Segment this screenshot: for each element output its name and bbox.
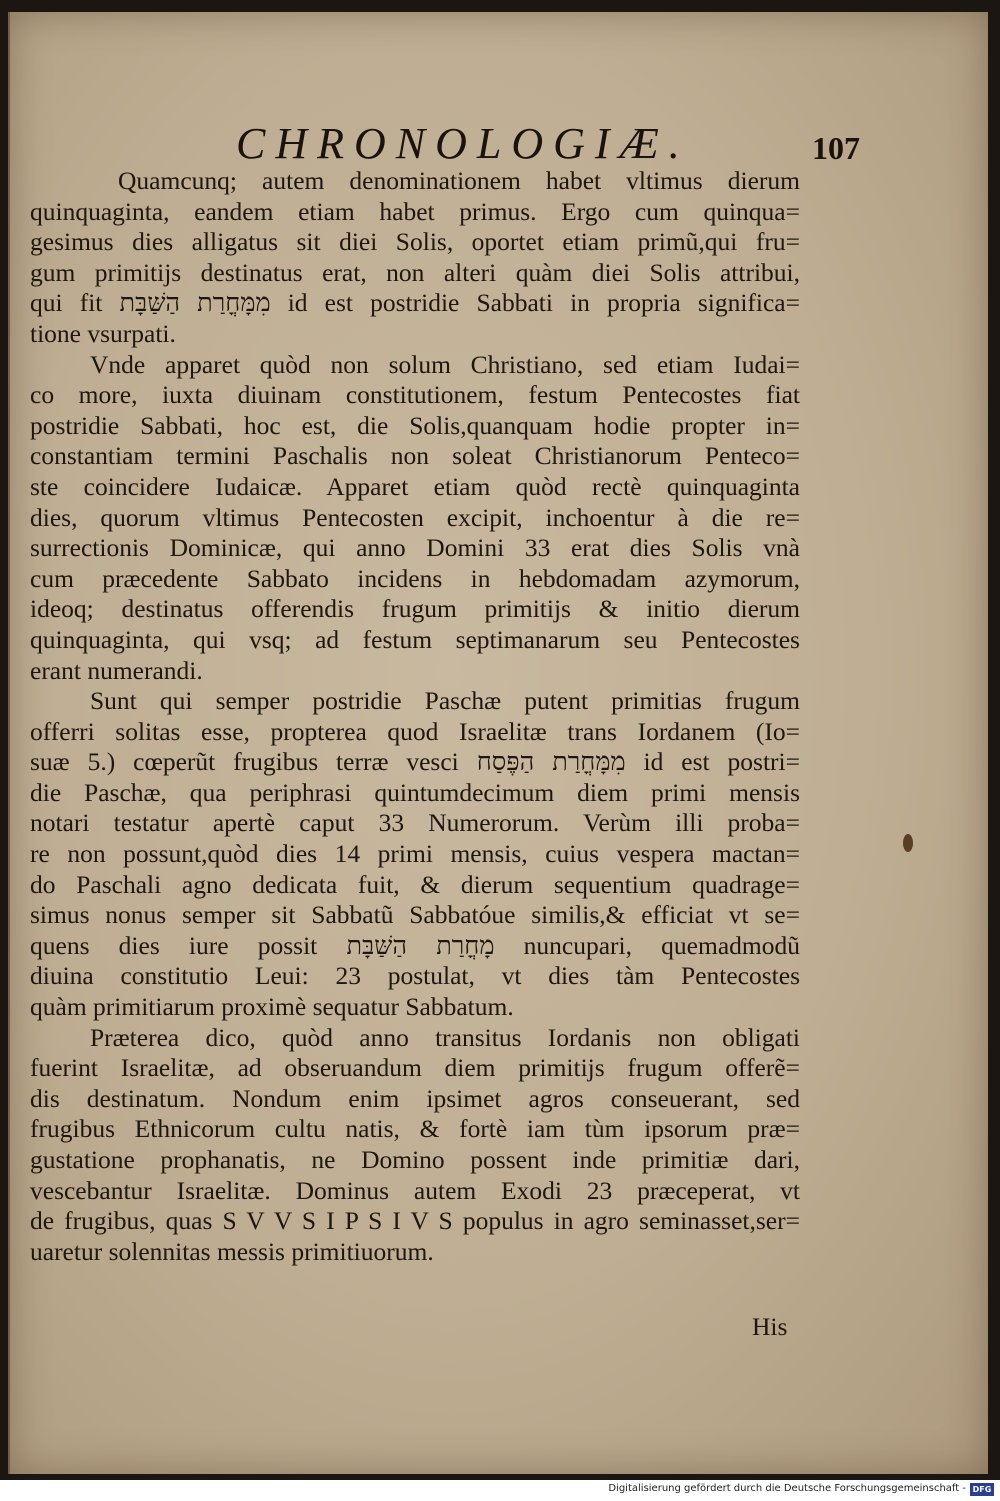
text-line: simus nonus semper sit Sabbatũ Sabbatóue similis,& efficiat vt se=	[30, 900, 800, 930]
catchword: His	[752, 1312, 788, 1341]
text-line: fuerint Israelitæ, ad obseruandum diem primitijs frugum offerẽ=	[30, 1053, 800, 1083]
text-line: Præterea dico, quòd anno transitus Iordanis non obligati	[90, 1022, 800, 1052]
footer-bar	[0, 1480, 1000, 1501]
text-line: Quamcunq; autem denominationem habet vltimus dierum	[118, 166, 800, 195]
paragraph-4	[30, 1023, 800, 1268]
text-line: gustatione prophanatis, ne Domino possent inde primitiæ dari,	[30, 1145, 800, 1174]
text-line: re non possunt,quòd dies 14 primi mensis, cuius vespera mactan=	[30, 839, 800, 869]
text-line: vescebantur Israelitæ. Dominus autem Exodi 23 præceperat, vt	[30, 1175, 800, 1205]
text-line: notari testatur apertè caput 33 Numerorum. Verùm illi proba=	[30, 808, 800, 838]
text-line: tione vsurpati.	[30, 318, 176, 348]
text-line: frugibus Ethnicorum cultu natis, & fortè iam tùm ipsorum præ=	[30, 1114, 800, 1144]
page-number: 107	[812, 130, 860, 166]
text-line: die Paschæ, qua periphrasi quintumdecimum diem primi mensis	[30, 777, 800, 807]
text-line: suæ 5.) cœperũt frugibus terræ vesci מִמָּחֳרַת הַפֶּסַח id est postri=	[30, 747, 800, 777]
text-line: qui fit מִמָּחֳרַת הַשַּׁבָּת id est postridie Sabbati in propria significa=	[30, 288, 801, 318]
paragraph-3	[30, 686, 800, 1023]
paragraph-2	[30, 350, 800, 687]
text-line: quens dies iure possit מָחֳרַת הַשַּׁבָּת nuncupari, quemadmodũ	[30, 930, 800, 960]
text-line: postridie Sabbati, hoc est, die Solis,quanquam hodie propter in=	[30, 410, 800, 440]
text-line: offerri solitas esse, propterea quod Israelitæ trans Iordanem (Io=	[30, 716, 800, 746]
text-line: dis destinatum. Nondum enim ipsimet agros conseuerant, sed	[30, 1083, 800, 1113]
text-line: cum præcedente Sabbato incidens in hebdomadam azymorum,	[30, 563, 800, 593]
text-line: quinquaginta, eandem etiam habet primus. Ergo cum quinqua=	[30, 196, 800, 226]
running-head: CHRONOLOGIÆ.	[236, 119, 690, 168]
text-line: gesimus dies alligatus sit diei Solis, oportet etiam primũ,qui fru=	[30, 227, 800, 257]
text-line: gum primitijs destinatus erat, non alteri quàm diei Solis attribui,	[30, 257, 800, 287]
body-text	[30, 166, 800, 1267]
text-line: constantiam termini Paschalis non soleat Christianorum Penteco=	[30, 441, 800, 471]
digitization-note: Digitalisierung gefördert durch die Deutsche Forschungsgemeinschaft -	[608, 1483, 966, 1494]
text-line: do Paschali agno dedicata fuit, & dierum sequentium quadrage=	[30, 869, 800, 899]
text-line: diuina constitutio Leui: 23 postulat, vt dies tàm Pentecostes	[30, 961, 800, 991]
text-line: dies, quorum vltimus Pentecosten excipit, inchoentur à die re=	[30, 502, 800, 532]
text-line: quàm primitiarum proximè sequatur Sabbatum.	[30, 992, 514, 1022]
text-line: surrectionis Dominicæ, qui anno Domini 33 erat dies Solis vnà	[30, 533, 800, 563]
text-line: uaretur solennitas messis primitiuorum.	[30, 1236, 434, 1266]
text-line: Sunt qui semper postridie Paschæ putent primitias frugum	[90, 686, 800, 716]
paragraph-1	[30, 166, 800, 350]
text-line: erant numerandi.	[30, 655, 203, 685]
text-line: Vnde apparet quòd non solum Christiano, sed etiam Iudai=	[90, 349, 800, 379]
text-line: ste coincidere Iudaicæ. Apparet etiam quòd rectè quinquaginta	[30, 471, 800, 501]
ink-stain	[903, 834, 913, 852]
text-line: ideoq; destinatus offerendis frugum primitijs & initio dierum	[30, 594, 800, 624]
text-line: quinquaginta, qui vsq; ad festum septimanarum seu Pentecostes	[30, 624, 800, 654]
dfg-logo-icon: DFG	[970, 1483, 994, 1496]
text-line: co more, iuxta diuinam constitutionem, festum Pentecostes fiat	[30, 380, 800, 410]
text-line: de frugibus, quas S V V S I P S I V S populus in agro seminasset,ser=	[30, 1206, 800, 1236]
